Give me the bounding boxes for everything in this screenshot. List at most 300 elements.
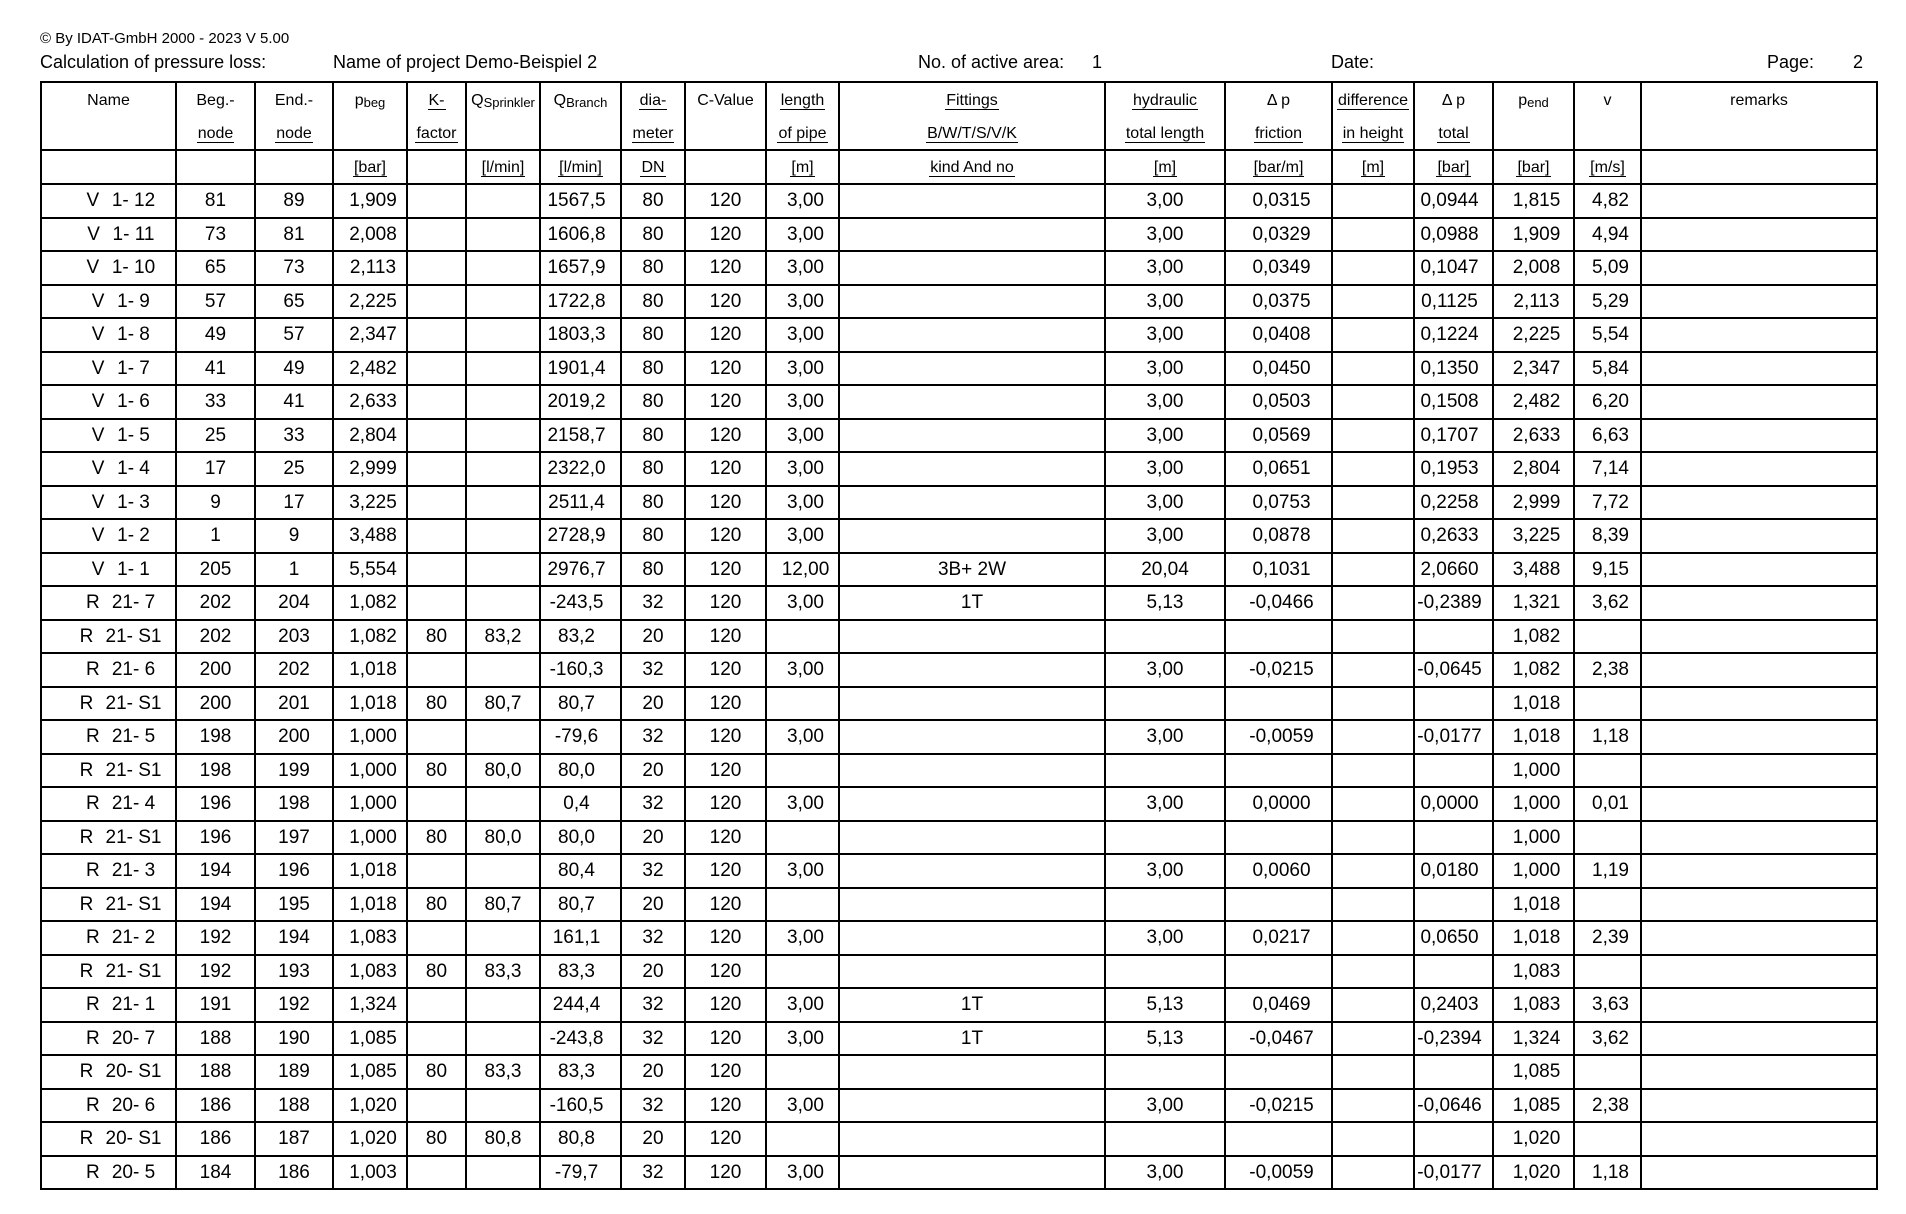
cell-qs <box>466 988 540 1022</box>
cell-dpt: 0,1047 <box>1414 251 1493 285</box>
cell-qs <box>466 251 540 285</box>
cell-qs <box>466 419 540 453</box>
cell-fit <box>839 854 1105 888</box>
cell-qb: 2158,7 <box>540 419 621 453</box>
cell-remarks <box>1641 1122 1877 1156</box>
header-row-1 <box>41 82 1877 117</box>
cell-name: V 1- 7 <box>41 352 176 386</box>
table-row <box>41 653 1877 687</box>
cell-pend: 1,018 <box>1493 888 1574 922</box>
cell-dpf: -0,0466 <box>1225 586 1332 620</box>
cell-fit <box>839 821 1105 855</box>
pbeg-unit: [bar] <box>353 159 386 176</box>
cell-end: 187 <box>255 1122 333 1156</box>
height-unit: [m] <box>1361 159 1385 176</box>
cell-c: 120 <box>685 754 766 788</box>
cell-pbeg: 1,000 <box>333 754 407 788</box>
cell-qb: 244,4 <box>540 988 621 1022</box>
cell-len <box>766 955 839 989</box>
cell-dpf: 0,0060 <box>1225 854 1332 888</box>
cell-len: 3,00 <box>766 419 839 453</box>
cell-end: 73 <box>255 251 333 285</box>
table-row <box>41 285 1877 319</box>
cell-beg: 196 <box>176 787 255 821</box>
cell-pend: 1,000 <box>1493 854 1574 888</box>
cell-v: 3,62 <box>1574 1022 1641 1056</box>
cell-fit: 1T <box>839 586 1105 620</box>
cell-dpt <box>1414 1122 1493 1156</box>
cell-pbeg: 1,000 <box>333 821 407 855</box>
table-row <box>41 720 1877 754</box>
cell-len: 3,00 <box>766 653 839 687</box>
cell-dpf <box>1225 955 1332 989</box>
cell-dpt: -0,2389 <box>1414 586 1493 620</box>
cell-hyd <box>1105 1122 1225 1156</box>
cell-pbeg: 1,020 <box>333 1089 407 1123</box>
cell-k <box>407 385 466 419</box>
velocity-unit: [m/s] <box>1590 159 1625 176</box>
cell-dpt: 0,1707 <box>1414 419 1493 453</box>
cell-k <box>407 586 466 620</box>
cell-fit <box>839 519 1105 553</box>
cell-dn: 32 <box>621 653 685 687</box>
cell-c: 120 <box>685 486 766 520</box>
cell-qb: 2728,9 <box>540 519 621 553</box>
cell-remarks <box>1641 452 1877 486</box>
cell-fit <box>839 1122 1105 1156</box>
cell-end: 201 <box>255 687 333 721</box>
cell-qb: 1606,8 <box>540 218 621 252</box>
cell-remarks <box>1641 1089 1877 1123</box>
cell-k: 80 <box>407 620 466 654</box>
cell-dpf: 0,0375 <box>1225 285 1332 319</box>
cell-dpf: -0,0467 <box>1225 1022 1332 1056</box>
col-beg-node: Beg.- <box>176 82 255 117</box>
cell-pbeg: 2,482 <box>333 352 407 386</box>
cell-name: R 20- 7 <box>41 1022 176 1056</box>
cell-c: 120 <box>685 1055 766 1089</box>
cell-dpt <box>1414 955 1493 989</box>
cell-dpt <box>1414 888 1493 922</box>
cell-name: R 21- S1 <box>41 620 176 654</box>
cell-k <box>407 854 466 888</box>
cell-v <box>1574 821 1641 855</box>
cell-name: R 21- S1 <box>41 888 176 922</box>
cell-fit <box>839 787 1105 821</box>
pressure-loss-table <box>40 81 1878 1190</box>
cell-dh <box>1332 720 1414 754</box>
cell-dh <box>1332 1022 1414 1056</box>
col-name: Name <box>41 82 176 117</box>
cell-pend: 1,083 <box>1493 955 1574 989</box>
cell-beg: 17 <box>176 452 255 486</box>
cell-beg: 184 <box>176 1156 255 1190</box>
cell-hyd <box>1105 687 1225 721</box>
cell-hyd: 20,04 <box>1105 553 1225 587</box>
cell-dn: 80 <box>621 251 685 285</box>
table-row <box>41 352 1877 386</box>
cell-end: 25 <box>255 452 333 486</box>
cell-dh <box>1332 251 1414 285</box>
col-fittings: Fittings <box>839 82 1105 117</box>
cell-fit <box>839 1055 1105 1089</box>
cell-c: 120 <box>685 452 766 486</box>
cell-dpt: 0,0180 <box>1414 854 1493 888</box>
cell-beg: 57 <box>176 285 255 319</box>
cell-dh <box>1332 1156 1414 1190</box>
cell-end: 189 <box>255 1055 333 1089</box>
cell-dpf: 0,0315 <box>1225 184 1332 218</box>
cell-end: 192 <box>255 988 333 1022</box>
table-row <box>41 486 1877 520</box>
cell-dn: 32 <box>621 854 685 888</box>
cell-dh <box>1332 821 1414 855</box>
cell-dpt <box>1414 821 1493 855</box>
fittings-sublabel: B/W/T/S/V/K <box>927 125 1017 142</box>
cell-remarks <box>1641 754 1877 788</box>
cell-dpt: 0,0000 <box>1414 787 1493 821</box>
cell-beg: 200 <box>176 653 255 687</box>
cell-hyd <box>1105 888 1225 922</box>
cell-dh <box>1332 1089 1414 1123</box>
cell-dn: 80 <box>621 452 685 486</box>
cell-name: V 1- 9 <box>41 285 176 319</box>
cell-dh <box>1332 921 1414 955</box>
cell-pend: 1,000 <box>1493 821 1574 855</box>
cell-len: 12,00 <box>766 553 839 587</box>
cell-fit <box>839 486 1105 520</box>
cell-dpt: 0,0650 <box>1414 921 1493 955</box>
cell-hyd <box>1105 821 1225 855</box>
cell-dpf: 0,0469 <box>1225 988 1332 1022</box>
cell-fit <box>839 687 1105 721</box>
cell-dpt: 0,2258 <box>1414 486 1493 520</box>
cell-dh <box>1332 854 1414 888</box>
cell-dpt: -0,2394 <box>1414 1022 1493 1056</box>
cell-qb: -243,5 <box>540 586 621 620</box>
cell-k <box>407 486 466 520</box>
cell-v: 8,39 <box>1574 519 1641 553</box>
cell-dn: 20 <box>621 1122 685 1156</box>
cell-dpt: -0,0645 <box>1414 653 1493 687</box>
cell-dpf <box>1225 888 1332 922</box>
cell-v: 1,19 <box>1574 854 1641 888</box>
diameter-sublabel: meter <box>632 125 674 142</box>
cell-pend: 1,018 <box>1493 720 1574 754</box>
cell-hyd: 3,00 <box>1105 184 1225 218</box>
cell-c: 120 <box>685 352 766 386</box>
cell-remarks <box>1641 787 1877 821</box>
cell-end: 190 <box>255 1022 333 1056</box>
cell-pend: 1,815 <box>1493 184 1574 218</box>
cell-dpt: 0,2403 <box>1414 988 1493 1022</box>
cell-hyd: 3,00 <box>1105 285 1225 319</box>
length-unit: [m] <box>791 159 814 176</box>
cell-hyd: 5,13 <box>1105 586 1225 620</box>
cell-k <box>407 419 466 453</box>
cell-remarks <box>1641 1022 1877 1056</box>
cell-name: R 21- 6 <box>41 653 176 687</box>
cell-pbeg: 2,347 <box>333 318 407 352</box>
cell-beg: 196 <box>176 821 255 855</box>
cell-dpt <box>1414 754 1493 788</box>
cell-hyd: 3,00 <box>1105 218 1225 252</box>
cell-name: R 21- S1 <box>41 955 176 989</box>
cell-hyd: 3,00 <box>1105 921 1225 955</box>
cell-qs <box>466 553 540 587</box>
cell-dpf <box>1225 620 1332 654</box>
cell-hyd <box>1105 754 1225 788</box>
cell-end: 193 <box>255 955 333 989</box>
cell-k <box>407 352 466 386</box>
cell-dn: 32 <box>621 921 685 955</box>
cell-dpf: -0,0059 <box>1225 1156 1332 1190</box>
cell-qb: 80,0 <box>540 754 621 788</box>
cell-name: R 20- S1 <box>41 1055 176 1089</box>
cell-len <box>766 754 839 788</box>
cell-dn: 20 <box>621 821 685 855</box>
cell-fit <box>839 251 1105 285</box>
cell-qb: 80,7 <box>540 687 621 721</box>
cell-len: 3,00 <box>766 586 839 620</box>
table-row <box>41 419 1877 453</box>
cell-dh <box>1332 754 1414 788</box>
cell-name: R 21- 1 <box>41 988 176 1022</box>
cell-v <box>1574 1122 1641 1156</box>
cell-v: 3,62 <box>1574 586 1641 620</box>
cell-dpf <box>1225 687 1332 721</box>
cell-dpf: 0,0651 <box>1225 452 1332 486</box>
cell-c: 120 <box>685 184 766 218</box>
cell-c: 120 <box>685 854 766 888</box>
cell-dpf: 0,0503 <box>1225 385 1332 419</box>
cell-pbeg: 1,018 <box>333 653 407 687</box>
cell-qs <box>466 586 540 620</box>
cell-end: 197 <box>255 821 333 855</box>
cell-pend: 2,999 <box>1493 486 1574 520</box>
cell-pbeg: 3,488 <box>333 519 407 553</box>
cell-fit <box>839 452 1105 486</box>
cell-v <box>1574 1055 1641 1089</box>
cell-qb: 1722,8 <box>540 285 621 319</box>
hydraulic-sublabel: total length <box>1125 125 1205 142</box>
cell-end: 186 <box>255 1156 333 1190</box>
cell-dn: 32 <box>621 1089 685 1123</box>
cell-dpf <box>1225 754 1332 788</box>
cell-dn: 80 <box>621 218 685 252</box>
cell-len <box>766 620 839 654</box>
cell-len: 3,00 <box>766 452 839 486</box>
cell-remarks <box>1641 888 1877 922</box>
cell-dh <box>1332 385 1414 419</box>
cell-beg: 65 <box>176 251 255 285</box>
pend-unit: [bar] <box>1517 159 1550 176</box>
cell-dh <box>1332 1055 1414 1089</box>
cell-qb: 2019,2 <box>540 385 621 419</box>
cell-qb: -79,7 <box>540 1156 621 1190</box>
cell-dpf <box>1225 1122 1332 1156</box>
cell-qs: 83,3 <box>466 1055 540 1089</box>
col-remarks: remarks <box>1641 82 1877 117</box>
cell-v: 4,82 <box>1574 184 1641 218</box>
cell-beg: 191 <box>176 988 255 1022</box>
cell-dn: 80 <box>621 318 685 352</box>
cell-fit <box>839 620 1105 654</box>
cell-c: 120 <box>685 1156 766 1190</box>
cell-end: 33 <box>255 419 333 453</box>
cell-pbeg: 5,554 <box>333 553 407 587</box>
cell-len <box>766 1122 839 1156</box>
cell-v <box>1574 888 1641 922</box>
cell-k: 80 <box>407 687 466 721</box>
cell-qb: 2511,4 <box>540 486 621 520</box>
cell-qs <box>466 653 540 687</box>
cell-qs: 80,7 <box>466 888 540 922</box>
cell-name: V 1- 11 <box>41 218 176 252</box>
cell-k <box>407 653 466 687</box>
cell-dpt <box>1414 620 1493 654</box>
cell-pend: 1,085 <box>1493 1055 1574 1089</box>
cell-pend: 3,488 <box>1493 553 1574 587</box>
cell-dpt <box>1414 687 1493 721</box>
cell-dpf: 0,0329 <box>1225 218 1332 252</box>
dp-total-unit: [bar] <box>1437 159 1470 176</box>
col-q-branch: $Q_{Branch}$ <box>540 82 621 117</box>
cell-name: R 21- S1 <box>41 687 176 721</box>
table-row <box>41 586 1877 620</box>
dp-friction-sublabel: friction <box>1254 125 1303 142</box>
cell-dn: 32 <box>621 1156 685 1190</box>
page-label: Page: <box>1767 52 1815 72</box>
cell-qs <box>466 1022 540 1056</box>
cell-c: 120 <box>685 519 766 553</box>
cell-name: V 1- 4 <box>41 452 176 486</box>
cell-v: 1,18 <box>1574 720 1641 754</box>
cell-name: V 1- 5 <box>41 419 176 453</box>
cell-fit <box>839 921 1105 955</box>
cell-dpf: 0,0450 <box>1225 352 1332 386</box>
cell-hyd <box>1105 620 1225 654</box>
cell-hyd: 3,00 <box>1105 653 1225 687</box>
cell-c: 120 <box>685 586 766 620</box>
cell-fit: 3B+ 2W <box>839 553 1105 587</box>
cell-remarks <box>1641 821 1877 855</box>
cell-dpf: 0,0000 <box>1225 787 1332 821</box>
cell-qs <box>466 352 540 386</box>
cell-v: 2,38 <box>1574 653 1641 687</box>
cell-beg: 194 <box>176 888 255 922</box>
cell-end: 81 <box>255 218 333 252</box>
cell-v: 0,01 <box>1574 787 1641 821</box>
cell-qb: 80,8 <box>540 1122 621 1156</box>
cell-pend: 2,633 <box>1493 419 1574 453</box>
cell-len <box>766 888 839 922</box>
cell-c: 120 <box>685 787 766 821</box>
cell-dpf <box>1225 1055 1332 1089</box>
cell-beg: 41 <box>176 352 255 386</box>
cell-pbeg: 2,113 <box>333 251 407 285</box>
cell-c: 120 <box>685 553 766 587</box>
cell-beg: 202 <box>176 620 255 654</box>
cell-dh <box>1332 586 1414 620</box>
table-row <box>41 821 1877 855</box>
length-sublabel: of pipe <box>778 125 827 142</box>
cell-beg: 194 <box>176 854 255 888</box>
table-row <box>41 1122 1877 1156</box>
cell-qs: 80,8 <box>466 1122 540 1156</box>
cell-v <box>1574 754 1641 788</box>
cell-k <box>407 1022 466 1056</box>
cell-c: 120 <box>685 687 766 721</box>
cell-end: 57 <box>255 318 333 352</box>
cell-name: V 1- 10 <box>41 251 176 285</box>
cell-beg: 202 <box>176 586 255 620</box>
cell-c: 120 <box>685 285 766 319</box>
cell-pend: 1,324 <box>1493 1022 1574 1056</box>
cell-dh <box>1332 519 1414 553</box>
cell-v: 6,20 <box>1574 385 1641 419</box>
cell-pbeg: 3,225 <box>333 486 407 520</box>
cell-hyd: 3,00 <box>1105 385 1225 419</box>
cell-c: 120 <box>685 921 766 955</box>
cell-pend: 1,082 <box>1493 620 1574 654</box>
cell-v <box>1574 620 1641 654</box>
cell-c: 120 <box>685 419 766 453</box>
cell-fit: 1T <box>839 988 1105 1022</box>
cell-qb: 80,0 <box>540 821 621 855</box>
cell-dpf: -0,0059 <box>1225 720 1332 754</box>
cell-dh <box>1332 988 1414 1022</box>
cell-dn: 32 <box>621 1022 685 1056</box>
col-c-value: C-Value <box>685 82 766 117</box>
cell-name: V 1- 12 <box>41 184 176 218</box>
cell-c: 120 <box>685 888 766 922</box>
cell-qs <box>466 318 540 352</box>
cell-remarks <box>1641 419 1877 453</box>
cell-dh <box>1332 888 1414 922</box>
cell-k <box>407 218 466 252</box>
cell-k <box>407 988 466 1022</box>
cell-dpf: 0,0217 <box>1225 921 1332 955</box>
cell-dpf <box>1225 821 1332 855</box>
cell-end: 9 <box>255 519 333 553</box>
cell-len: 3,00 <box>766 720 839 754</box>
cell-pend: 1,020 <box>1493 1122 1574 1156</box>
col-q-sprinkler: $Q_{Sprinkler}$ <box>466 82 540 117</box>
cell-v: 3,63 <box>1574 988 1641 1022</box>
dp-total-sublabel: total <box>1438 125 1469 142</box>
cell-end: 198 <box>255 787 333 821</box>
cell-remarks <box>1641 687 1877 721</box>
cell-k: 80 <box>407 821 466 855</box>
cell-k <box>407 787 466 821</box>
cell-hyd <box>1105 955 1225 989</box>
cell-c: 120 <box>685 988 766 1022</box>
q-sprinkler-unit: [l/min] <box>481 159 525 176</box>
cell-end: 203 <box>255 620 333 654</box>
table-row <box>41 1089 1877 1123</box>
cell-pbeg: 1,018 <box>333 888 407 922</box>
cell-v: 2,38 <box>1574 1089 1641 1123</box>
cell-qb: 80,4 <box>540 854 621 888</box>
cell-remarks <box>1641 385 1877 419</box>
diameter-unit: DN <box>641 159 665 176</box>
cell-qs <box>466 486 540 520</box>
cell-dn: 20 <box>621 888 685 922</box>
cell-remarks <box>1641 854 1877 888</box>
cell-qb: 2976,7 <box>540 553 621 587</box>
cell-len <box>766 1055 839 1089</box>
